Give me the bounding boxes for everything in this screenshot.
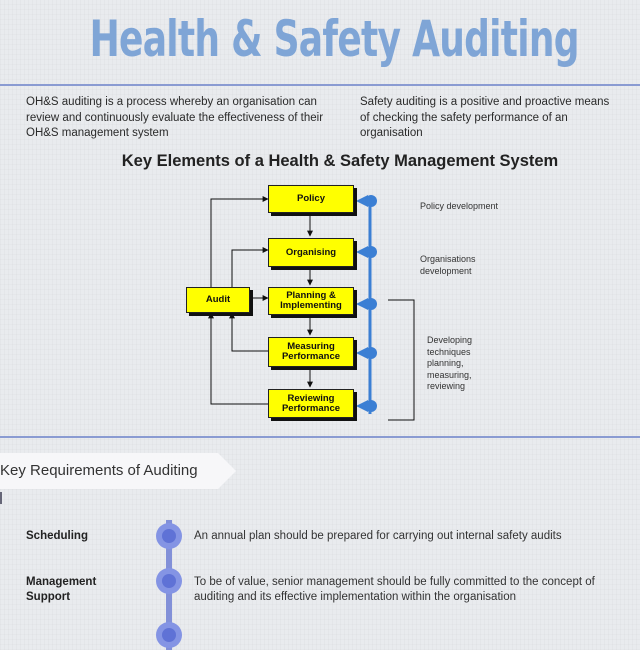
techniques-bracket	[388, 300, 414, 420]
arrow-measuring-audit	[232, 313, 268, 351]
timeline-dot	[156, 622, 182, 648]
page-title: Health & Safety Auditing	[89, 10, 579, 68]
arrow-audit-organising	[232, 250, 268, 287]
requirement-description: An annual plan should be prepared for carrying out internal safety audits	[194, 530, 562, 542]
feedback-line	[356, 195, 377, 414]
arrow-audit-policy	[211, 199, 268, 287]
policy-box: Policy	[268, 185, 354, 213]
requirement-name: Management Support	[26, 576, 97, 603]
policy-development-label: Policy development	[420, 201, 499, 211]
diagram-title: Key Elements of a Health & Safety Management System	[121, 152, 559, 170]
reviewing-box: Reviewing Performance	[268, 389, 354, 418]
organisations-development-label: Organisations development	[420, 254, 476, 276]
requirements-title: Key Requirements of Auditing	[0, 462, 198, 479]
requirement-description: To be of value, senior management should be fully committed to the concept of auditing and its effective implementation within the organisation	[194, 576, 595, 603]
section-divider	[0, 436, 640, 438]
developing-techniques-label: Developing techniques planning, measuring, reviewing	[427, 335, 473, 391]
organising-box: Organising	[268, 238, 354, 267]
intro-right-text: Safety auditing is a positive and proactive means of checking the safety performance of an organisation	[360, 96, 610, 139]
requirement-name: Scheduling	[26, 530, 88, 542]
timeline-dot	[156, 568, 182, 594]
arrow-reviewing-audit	[211, 313, 268, 404]
intro-left-text: OH&S auditing is a process whereby an organisation can review and continuously evaluate the effectiveness of their OH&S management system	[26, 96, 324, 139]
timeline-dot	[156, 523, 182, 549]
planning-box: Planning & Implementing	[268, 287, 354, 315]
audit-box: Audit	[186, 287, 250, 313]
measuring-box: Measuring Performance	[268, 337, 354, 367]
requirements-marker	[0, 492, 2, 504]
